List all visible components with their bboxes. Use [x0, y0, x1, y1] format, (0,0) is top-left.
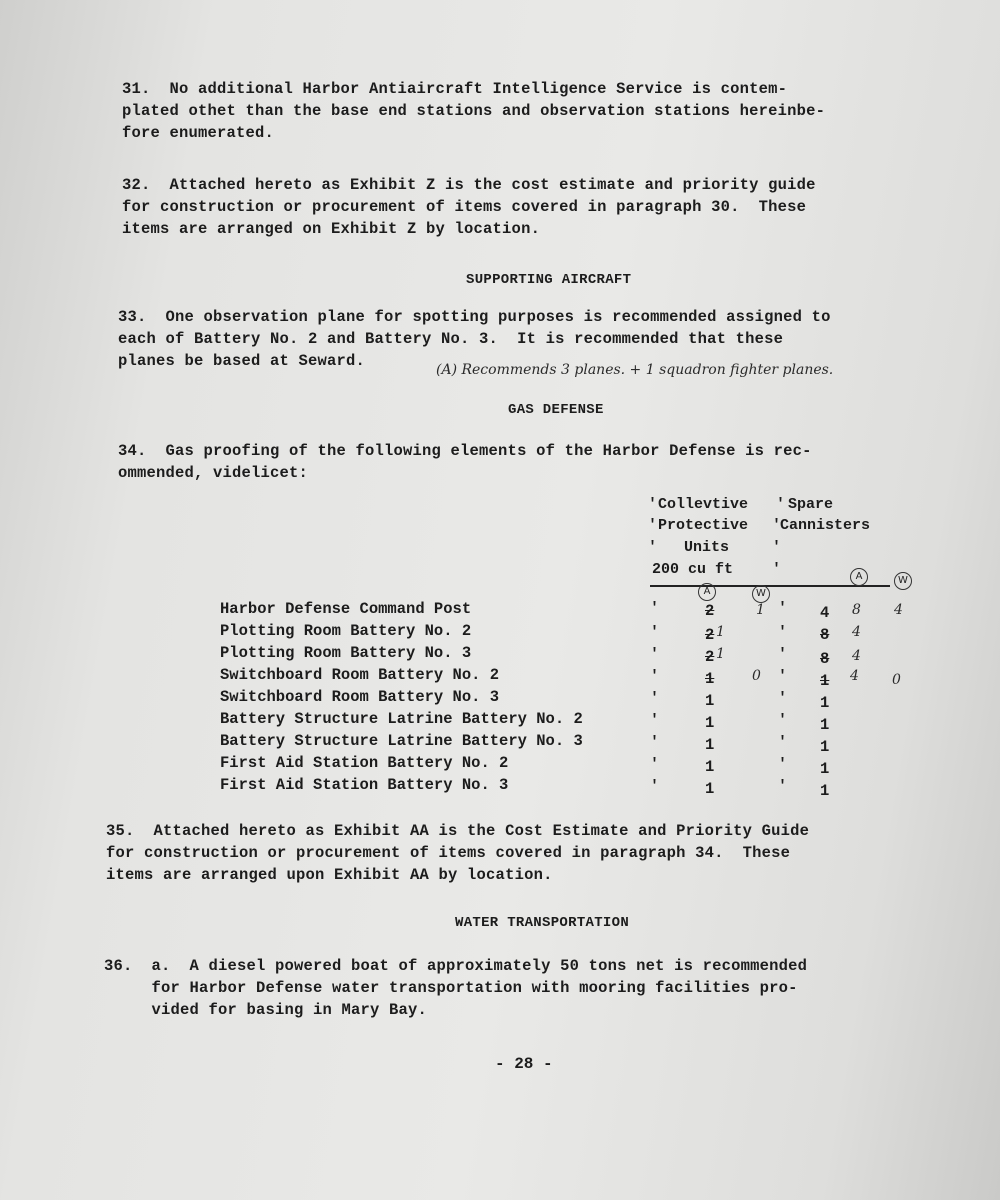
handwritten-cell: 1: [756, 602, 765, 618]
tick-mark: ': [648, 539, 658, 556]
tick-mark: ': [650, 778, 660, 795]
tick-mark: ': [778, 712, 788, 729]
table-cell-units: 2: [705, 648, 715, 666]
tick-mark: ': [650, 756, 660, 773]
tick-mark: ': [772, 517, 782, 534]
table-cell-units: 1: [705, 692, 715, 710]
handwritten-cell: 1: [716, 624, 725, 640]
header-underline: [650, 585, 890, 587]
col1-header-line: 200 cu ft: [652, 561, 734, 578]
tick-mark: ': [778, 646, 788, 663]
circle-w-marker: W: [752, 585, 770, 603]
table-cell-units: 1: [705, 780, 715, 798]
tick-mark: ': [778, 600, 788, 617]
tick-mark: ': [772, 561, 782, 578]
tick-mark: ': [650, 646, 660, 663]
table-row-label: Switchboard Room Battery No. 2: [220, 666, 500, 684]
tick-mark: ': [778, 734, 788, 751]
table-row-label: First Aid Station Battery No. 2: [220, 754, 509, 772]
table-cell-cannisters: 1: [820, 716, 830, 734]
tick-mark: ': [650, 668, 660, 685]
circle-a-marker: A: [850, 568, 868, 586]
table-cell-cannisters: 1: [820, 760, 830, 778]
table-cell-cannisters: 1: [820, 782, 830, 800]
handwritten-cell: 4: [852, 624, 861, 640]
table-cell-cannisters: 1: [820, 694, 830, 712]
tick-mark: ': [778, 756, 788, 773]
col1-header-line: Units: [684, 539, 730, 556]
table-row-label: Battery Structure Latrine Battery No. 3: [220, 732, 583, 750]
table-cell-units: 1: [705, 714, 715, 732]
tick-mark: ': [650, 734, 660, 751]
handwritten-cell: 4: [852, 648, 861, 664]
tick-mark: ': [776, 496, 786, 513]
handwritten-note-aircraft: (A) Recommends 3 planes. + 1 squadron fighter planes.: [436, 362, 834, 378]
paragraph-34: 34. Gas proofing of the following elements of the Harbor Defense is rec- ommended, videlicet:: [118, 442, 812, 482]
table-cell-units: 1: [705, 758, 715, 776]
table-row-label: Switchboard Room Battery No. 3: [220, 688, 500, 706]
paragraph-36: 36. a. A diesel powered boat of approximately 50 tons net is recommended for Harbor Defense water transportation with mooring facilities pro- vided for basing in Mary Bay.: [104, 957, 808, 1019]
col1-header-line: Protective: [658, 517, 749, 534]
handwritten-cell: 4: [850, 668, 859, 684]
tick-mark: ': [778, 690, 788, 707]
col2-header-line: Cannisters: [780, 517, 871, 534]
tick-mark: ': [650, 624, 660, 641]
tick-mark: ': [778, 778, 788, 795]
col1-header-line: Collevtive: [658, 496, 749, 513]
tick-mark: ': [650, 690, 660, 707]
table-row-label: Plotting Room Battery No. 3: [220, 644, 472, 662]
tick-mark: ': [648, 517, 658, 534]
table-row-label: Battery Structure Latrine Battery No. 2: [220, 710, 583, 728]
handwritten-cell: 4: [894, 602, 903, 618]
table-cell-cannisters: 8: [820, 626, 830, 644]
paragraph-35: 35. Attached hereto as Exhibit AA is the Cost Estimate and Priority Guide for construction or procurement of items covered in paragraph 34. These items are arranged upon Exhibit AA by location.: [106, 822, 810, 884]
table-cell-cannisters: 4: [820, 604, 830, 622]
table-cell-units: 1: [705, 736, 715, 754]
table-row-label: Plotting Room Battery No. 2: [220, 622, 472, 640]
table-cell-units: 2: [705, 602, 715, 620]
table-cell-units: 2: [705, 626, 715, 644]
tick-mark: ': [650, 600, 660, 617]
handwritten-cell: 0: [752, 668, 761, 684]
table-row-label: Harbor Defense Command Post: [220, 600, 472, 618]
tick-mark: ': [650, 712, 660, 729]
table-cell-cannisters: 1: [820, 672, 830, 690]
col2-header-line: Spare: [788, 496, 834, 513]
handwritten-cell: 1: [716, 646, 725, 662]
tick-mark: ': [772, 539, 782, 556]
tick-mark: ': [648, 496, 658, 513]
paragraph-33: 33. One observation plane for spotting purposes is recommended assigned to each of Battery No. 2 and Battery No. 3. It is recommended that these planes be based at Seward.: [118, 308, 831, 370]
table-cell-cannisters: 1: [820, 738, 830, 756]
handwritten-cell: 8: [852, 602, 861, 618]
circle-a-marker: A: [698, 583, 716, 601]
table-cell-cannisters: 8: [820, 650, 830, 668]
page-number: - 28 -: [495, 1055, 553, 1073]
heading-supporting-aircraft: SUPPORTING AIRCRAFT: [466, 272, 632, 288]
heading-water-transportation: WATER TRANSPORTATION: [455, 915, 630, 931]
paragraph-31: 31. No additional Harbor Antiaircraft Intelligence Service is contem- plated othet than the base end stations and observation stations hereinbe- fore enumerated.: [122, 80, 826, 142]
table-cell-units: 1: [705, 670, 715, 688]
circle-w-marker: W: [894, 572, 912, 590]
tick-mark: ': [778, 624, 788, 641]
heading-gas-defense: GAS DEFENSE: [508, 402, 604, 418]
tick-mark: ': [778, 668, 788, 685]
paragraph-32: 32. Attached hereto as Exhibit Z is the cost estimate and priority guide for construction or procurement of items covered in paragraph 30. These items are arranged on Exhibit Z by location.: [122, 176, 816, 238]
table-row-label: First Aid Station Battery No. 3: [220, 776, 509, 794]
handwritten-cell: 0: [892, 672, 901, 688]
